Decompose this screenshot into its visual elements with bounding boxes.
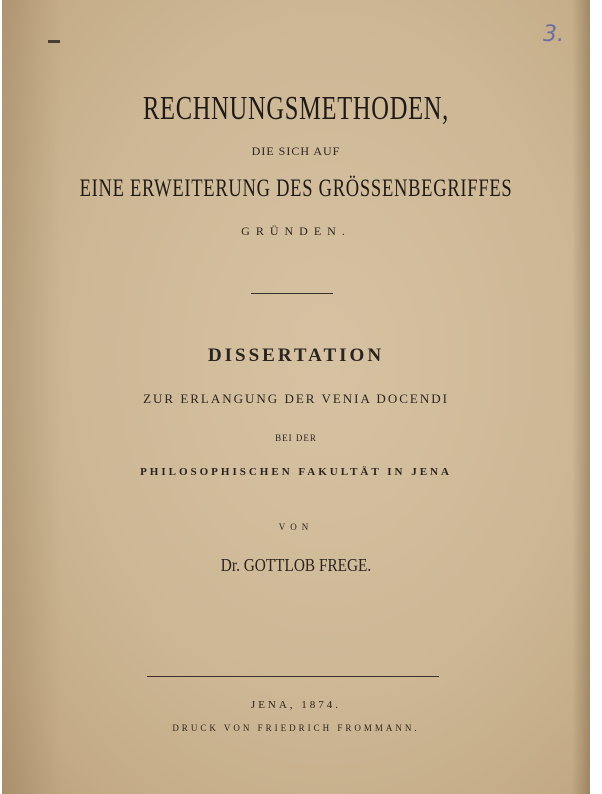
subtitle-line-2: EINE ERWEITERUNG DES GRÖSSENBEGRIFFES <box>79 175 513 202</box>
place-year: JENA, 1874. <box>250 699 342 711</box>
bei-der-line: BEI DER <box>275 433 317 443</box>
main-title: RECHNUNGSMETHODEN, <box>142 90 450 127</box>
faculty-line: PHILOSOPHISCHEN FAKULTÄT IN JENA <box>140 466 452 478</box>
subtitle-line-3: GRÜNDEN. <box>241 224 351 238</box>
document-type: DISSERTATION <box>207 345 385 366</box>
author-name: Dr. GOTTLOB FREGE. <box>220 555 372 575</box>
printer-line: DRUCK VON FRIEDRICH FROMMANN. <box>172 723 420 733</box>
page-number: 3. <box>543 22 564 47</box>
divider-long <box>147 676 439 677</box>
von-line: VON <box>278 522 314 532</box>
title-page <box>2 0 590 794</box>
ink-mark <box>48 40 60 43</box>
subtitle-line-1: DIE SICH AUF <box>251 144 341 158</box>
divider-short <box>251 293 333 294</box>
purpose-line: ZUR ERLANGUNG DER VENIA DOCENDI <box>143 391 449 406</box>
